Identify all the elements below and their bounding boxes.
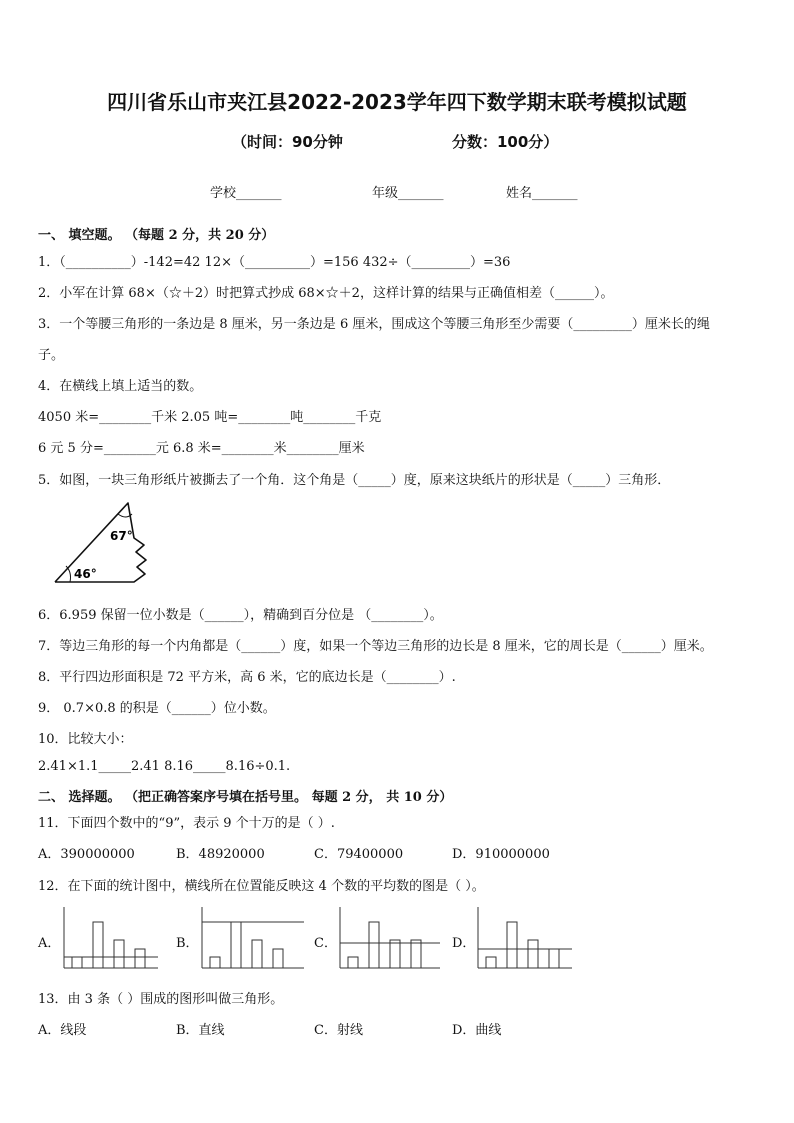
question-3: 3．一个等腰三角形的一条边是 8 厘米，另一条边是 6 厘米，围成这个等腰三角形至少需要（_________）厘米长的绳 xyxy=(38,317,710,332)
question-11-option-a: A．390000000 xyxy=(38,847,135,862)
section-choice-heading: 二、 选择题。 （把正确答案序号填在括号里。 每题 2 分， 共 10 分） xyxy=(38,790,453,805)
page-title: 四川省乐山市夹江县2022-2023学年四下数学期末联考模拟试题 xyxy=(107,90,687,114)
question-4-line-b: 6 元 5 分=________元 6.8 米=________米________厘米 xyxy=(38,441,365,456)
question-11: 11．下面四个数中的“9”，表示 9 个十万的是（ ）. xyxy=(38,816,335,831)
question-13: 13．由 3 条（ ）围成的图形叫做三角形。 xyxy=(38,992,284,1007)
question-3-continued: 子。 xyxy=(38,348,65,363)
question-11-option-c: C．79400000 xyxy=(314,847,404,862)
section-fill-blank-heading: 一、 填空题。 （每题 2 分，共 20 分） xyxy=(38,228,275,243)
chart-label-c: C． xyxy=(314,936,337,951)
question-7: 7．等边三角形的每一个内角都是（______）度，如果一个等边三角形的边长是 8 厘米，它的周长是（______）厘米。 xyxy=(38,639,713,654)
question-13-option-b: B．直线 xyxy=(176,1023,225,1038)
question-13-option-c: C．射线 xyxy=(314,1023,363,1038)
question-5: 5．如图，一块三角形纸片被撕去了一个角．这个角是（_____）度，原来这块纸片的形状是（_____）三角形． xyxy=(38,473,671,488)
question-4-line-a: 4050 米=________千米 2.05 吨=________吨________千克 xyxy=(38,410,382,425)
exam-score: 分数：100分） xyxy=(452,133,559,151)
school-field: 学校_______ xyxy=(210,186,282,201)
chart-label-a: A． xyxy=(38,936,61,951)
average-chart-b xyxy=(198,905,306,971)
question-13-option-a: A．线段 xyxy=(38,1023,87,1038)
average-chart-d xyxy=(474,905,574,971)
angle-67-label: 67° xyxy=(110,529,133,543)
torn-triangle-figure xyxy=(52,500,162,586)
question-6: 6．6.959 保留一位小数是（______），精确到百分位是 （________）。 xyxy=(38,608,443,623)
question-12: 12．在下面的统计图中，横线所在位置能反映这 4 个数的平均数的图是（ ）。 xyxy=(38,879,485,894)
grade-field: 年级_______ xyxy=(372,186,444,201)
angle-46-label: 46° xyxy=(74,567,97,581)
question-11-option-d: D．910000000 xyxy=(452,847,550,862)
question-1: 1．（__________）-142=42 12×（__________）=156 432÷（_________）=36 xyxy=(38,255,511,270)
question-9: 9． 0.7×0.8 的积是（______）位小数。 xyxy=(38,701,276,716)
question-10: 10．比较大小： xyxy=(38,732,133,747)
question-8: 8．平行四边形面积是 72 平方米，高 6 米，它的底边长是（________）. xyxy=(38,670,456,685)
question-2: 2．小军在计算 68×（☆＋2）时把算式抄成 68×☆＋2，这样计算的结果与正确值相差（______）。 xyxy=(38,286,614,301)
exam-time: （时间：90分钟 xyxy=(232,133,343,151)
question-11-option-b: B．48920000 xyxy=(176,847,265,862)
chart-label-d: D． xyxy=(452,936,476,951)
question-10-compare: 2.41×1.1_____2.41 8.16_____8.16÷0.1. xyxy=(38,759,291,774)
chart-label-b: B． xyxy=(176,936,199,951)
question-4: 4．在横线上填上适当的数。 xyxy=(38,379,203,394)
name-field: 姓名_______ xyxy=(506,186,578,201)
average-chart-c xyxy=(336,905,442,971)
average-chart-a xyxy=(60,905,160,971)
question-13-option-d: D．曲线 xyxy=(452,1023,502,1038)
